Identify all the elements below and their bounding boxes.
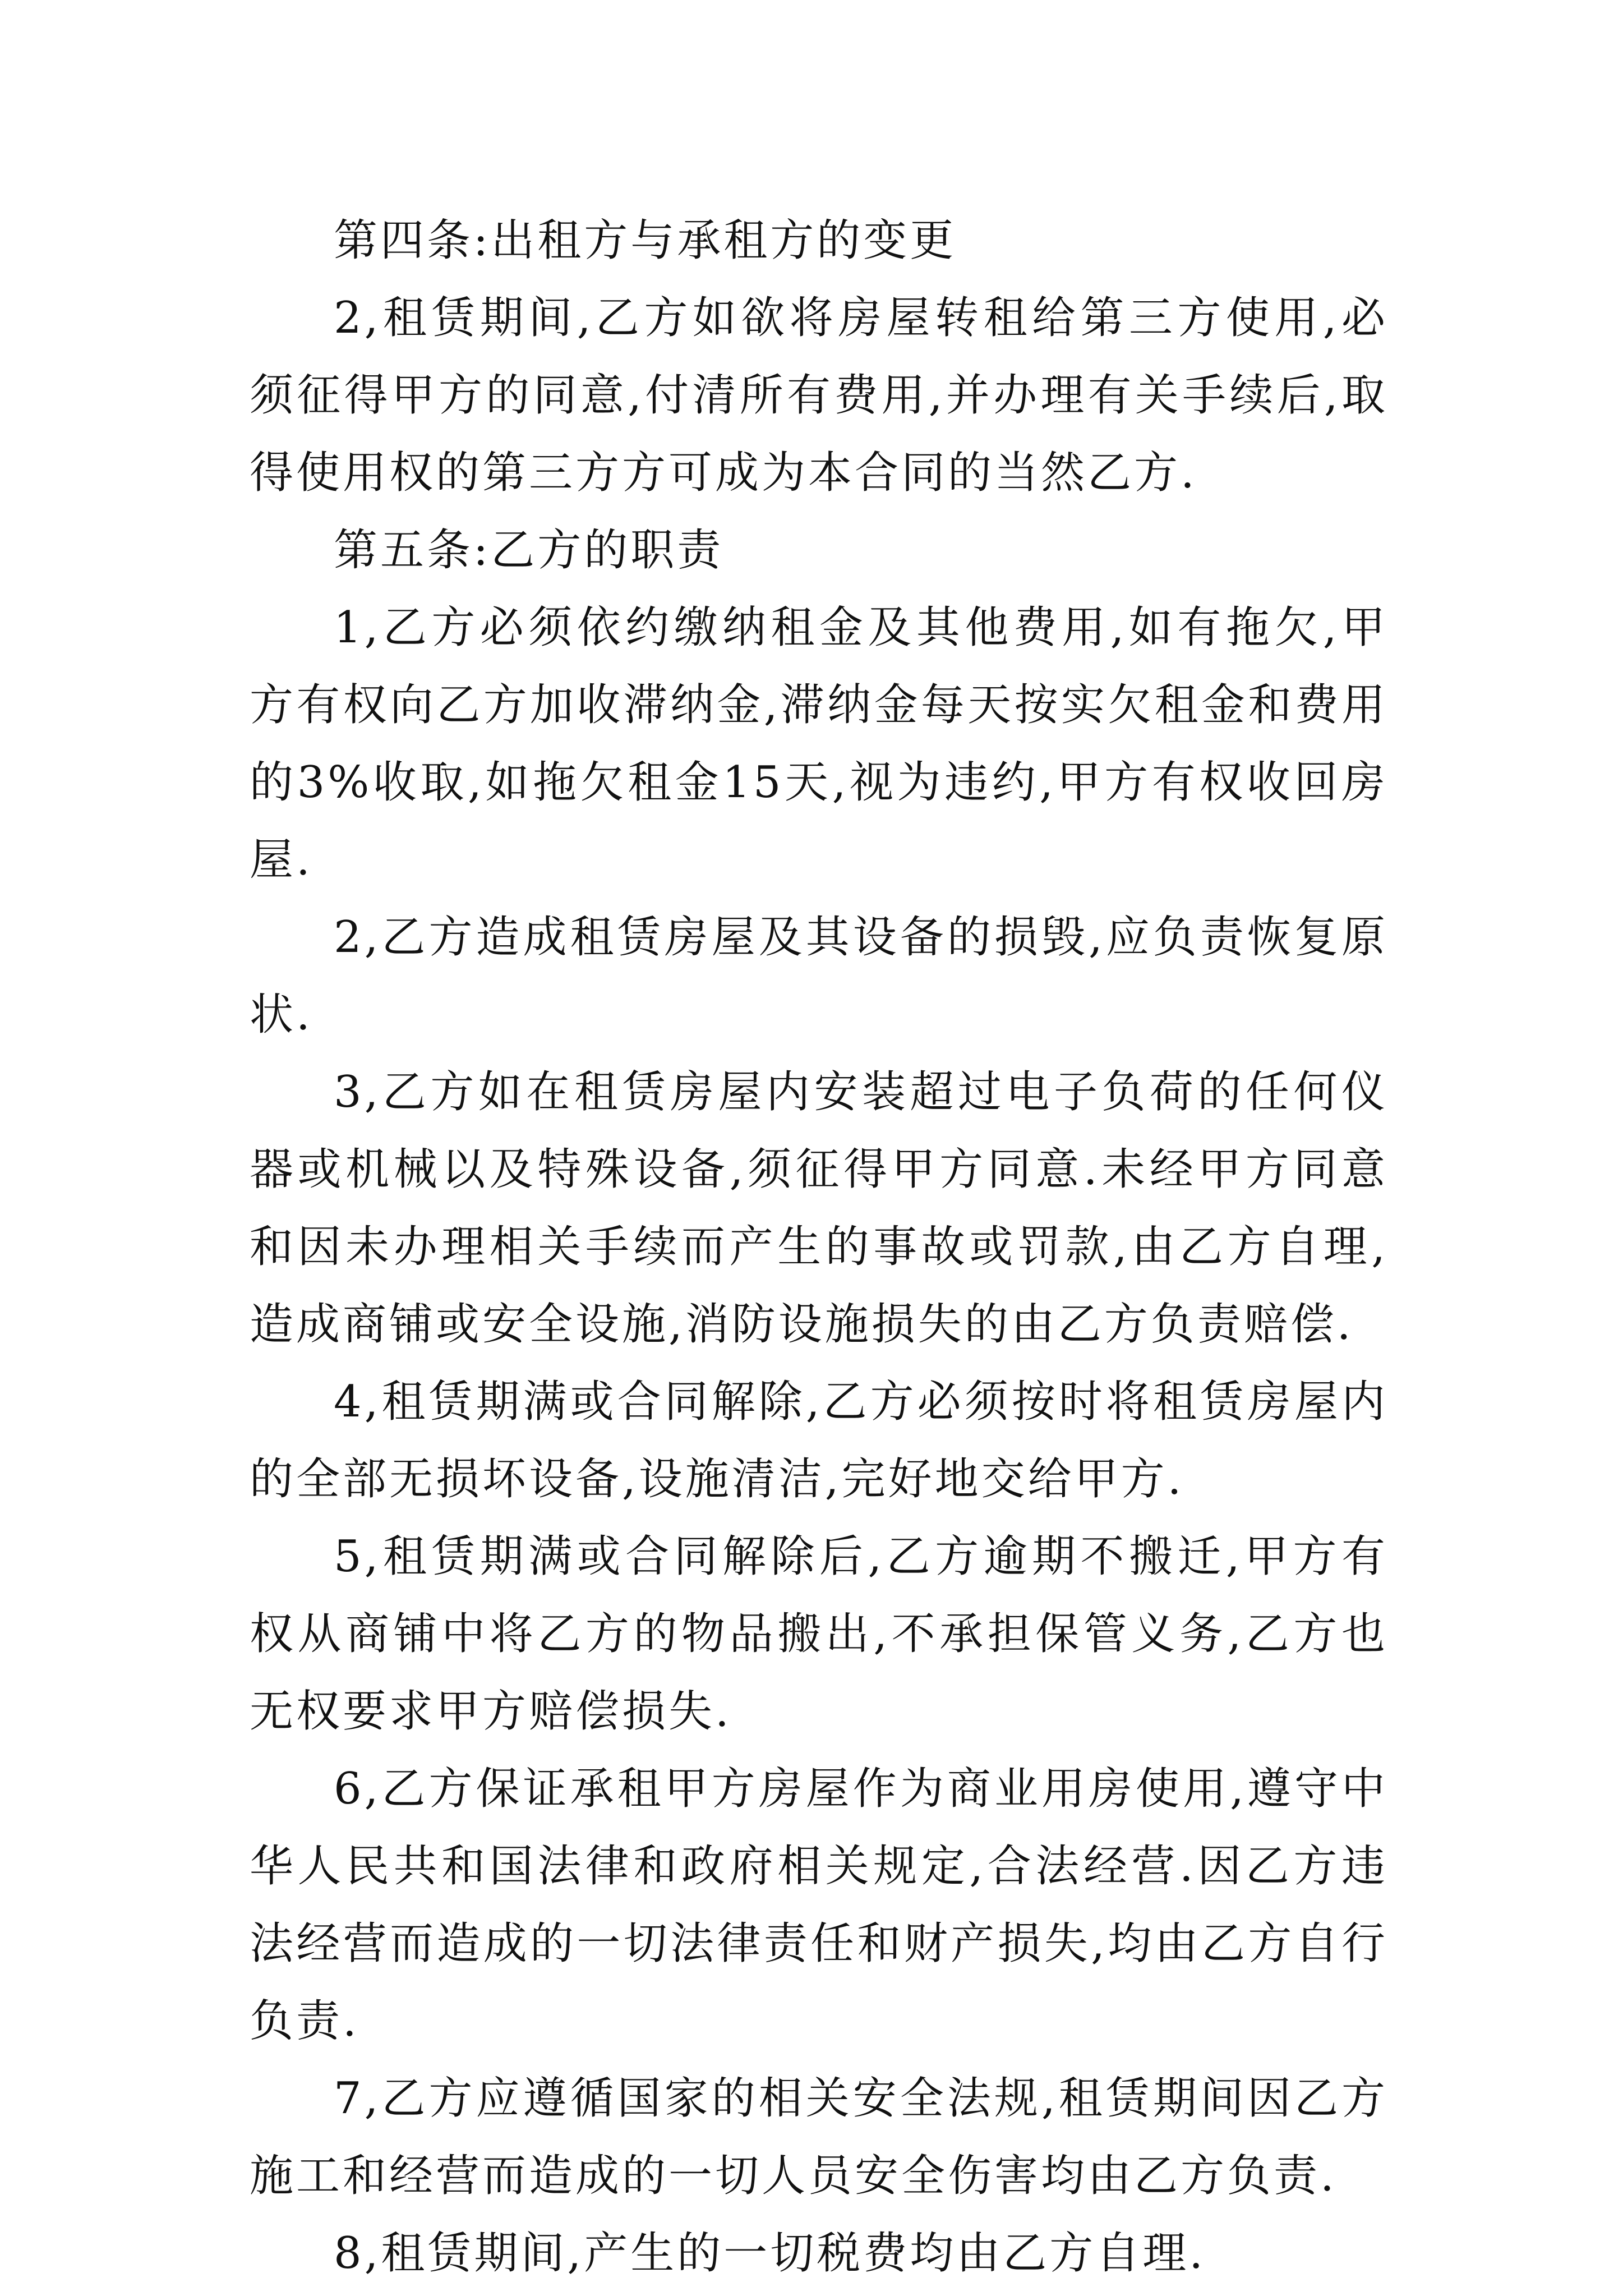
article-5-clause-1: 1,乙方必须依约缴纳租金及其他费用,如有拖欠,甲方有权向乙方加收滞纳金,滞纳金每天按实欠租金和费用的3%收取,如拖欠租金15天,视为违约,甲方有权收回房屋.	[250, 602, 1388, 885]
article-4-clause-2: 2,租赁期间,乙方如欲将房屋转租给第三方使用,必须征得甲方的同意,付清所有费用,并办理有关手续后,取得使用权的第三方方可成为本合同的当然乙方.	[250, 293, 1388, 498]
article-5-clause-2: 2,乙方造成租赁房屋及其设备的损毁,应负责恢复原状.	[250, 912, 1388, 1040]
document-body	[250, 202, 1388, 2292]
article-5-clause-5: 5,租赁期满或合同解除后,乙方逾期不搬迁,甲方有权从商铺中将乙方的物品搬出,不承担保管义务,乙方也无权要求甲方赔偿损失.	[250, 1531, 1388, 1737]
article-4-heading: 第四条:出租方与承租方的变更	[334, 215, 957, 266]
article-5-clause-4: 4,租赁期满或合同解除,乙方必须按时将租赁房屋内的全部无损坏设备,设施清洁,完好地交给甲方.	[250, 1377, 1388, 1504]
article-5-clause-3: 3,乙方如在租赁房屋内安装超过电子负荷的任何仪器或机械以及特殊设备,须征得甲方同意.未经甲方同意和因未办理相关手续而产生的事故或罚款,由乙方自理,造成商铺或安全设施,消防设施损失的由乙方负责赔偿.	[250, 1067, 1388, 1350]
article-5-heading: 第五条:乙方的职责	[334, 525, 724, 576]
article-5-clause-7: 7,乙方应遵循国家的相关安全法规,租赁期间因乙方施工和经营而造成的一切人员安全伤害均由乙方负责.	[250, 2073, 1388, 2201]
article-5-clause-8: 8,租赁期间,产生的一切税费均由乙方自理.	[334, 2228, 1206, 2279]
article-5-clause-6: 6,乙方保证承租甲方房屋作为商业用房使用,遵守中华人民共和国法律和政府相关规定,合法经营.因乙方违法经营而造成的一切法律责任和财产损失,均由乙方自行负责.	[250, 1764, 1388, 2046]
